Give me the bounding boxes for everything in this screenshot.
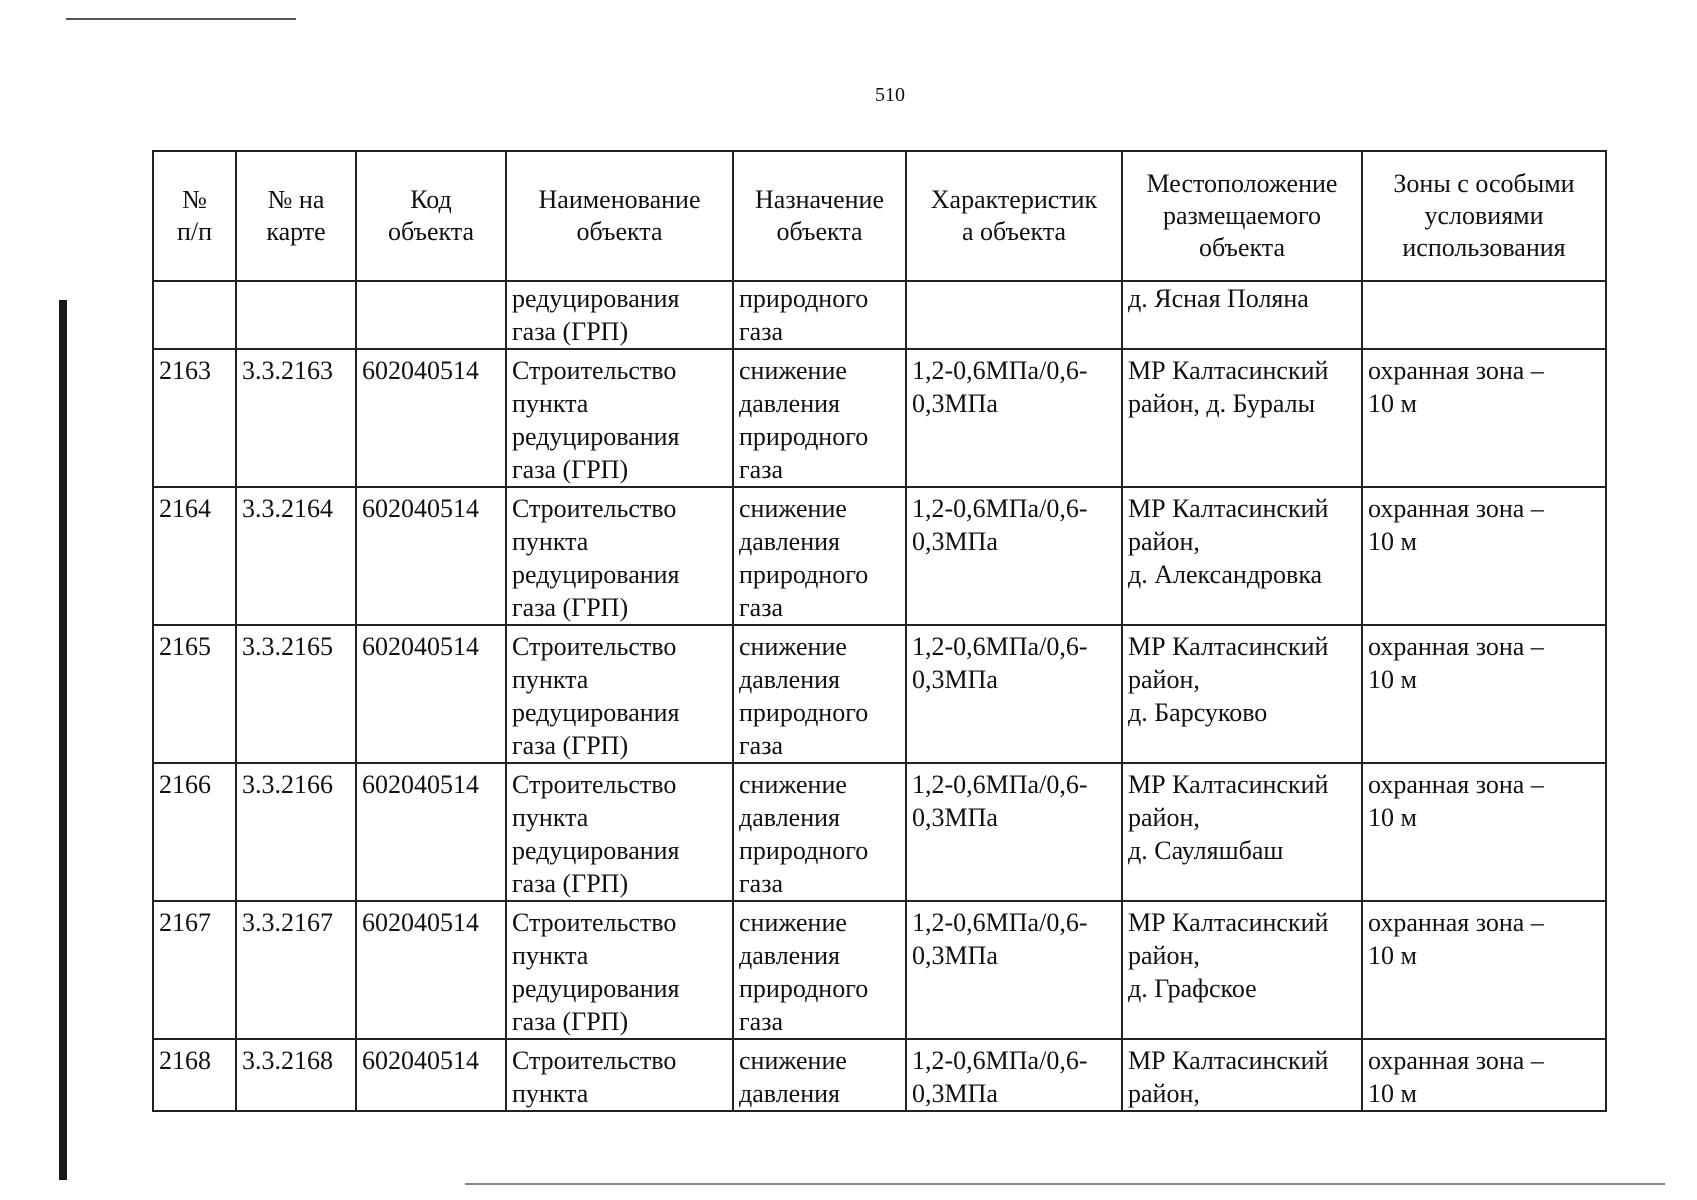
table-row — [153, 625, 1606, 763]
cell-number: 2167 — [153, 901, 236, 1039]
cell-object-code: 602040514 — [356, 901, 506, 1039]
header-cell-object-purpose: Назначение объекта — [733, 151, 906, 281]
cell-number — [153, 281, 236, 349]
cell-object-code — [356, 281, 506, 349]
table-row — [153, 1039, 1606, 1111]
cell-object-purpose: снижение давления природного газа — [733, 487, 906, 625]
cell-object-characteristic: 1,2-0,6МПа/0,6- 0,3МПа — [906, 349, 1122, 487]
cell-number: 2165 — [153, 625, 236, 763]
cell-object-code: 602040514 — [356, 625, 506, 763]
header-cell-object-location: Местоположение размещаемого объекта — [1122, 151, 1362, 281]
cell-object-purpose: снижение давления природного газа — [733, 349, 906, 487]
cell-map-number — [236, 281, 356, 349]
table-header — [153, 151, 1606, 281]
cell-map-number: 3.3.2165 — [236, 625, 356, 763]
cell-special-zones: охранная зона – 10 м — [1362, 625, 1606, 763]
header-cell-number: № п/п — [153, 151, 236, 281]
header-cell-object-code: Код объекта — [356, 151, 506, 281]
cell-object-purpose: снижение давления природного газа — [733, 625, 906, 763]
cell-number: 2168 — [153, 1039, 236, 1111]
cell-object-location: МР Калтасинский район, д. Сауляшбаш — [1122, 763, 1362, 901]
table-row-continuation — [153, 281, 1606, 349]
top-divider-line — [66, 18, 296, 20]
cell-object-purpose: снижение давления природного газа — [733, 763, 906, 901]
cell-object-characteristic — [906, 281, 1122, 349]
cell-map-number: 3.3.2168 — [236, 1039, 356, 1111]
cell-object-location: МР Калтасинский район, — [1122, 1039, 1362, 1111]
cell-object-code: 602040514 — [356, 487, 506, 625]
cell-map-number: 3.3.2166 — [236, 763, 356, 901]
cell-object-purpose: снижение давления — [733, 1039, 906, 1111]
cell-object-code: 602040514 — [356, 1039, 506, 1111]
cell-object-code: 602040514 — [356, 763, 506, 901]
cell-object-characteristic: 1,2-0,6МПа/0,6- 0,3МПа — [906, 625, 1122, 763]
cell-map-number: 3.3.2164 — [236, 487, 356, 625]
page-number: 510 — [875, 84, 905, 106]
cell-object-name: Строительство пункта редуцирования газа (ГРП) — [506, 625, 733, 763]
cell-object-code: 602040514 — [356, 349, 506, 487]
cell-special-zones: охранная зона – 10 м — [1362, 349, 1606, 487]
header-cell-special-zones: Зоны с особыми условиями использования — [1362, 151, 1606, 281]
header-cell-map-number: № на карте — [236, 151, 356, 281]
cell-object-characteristic: 1,2-0,6МПа/0,6- 0,3МПа — [906, 1039, 1122, 1111]
cell-object-name: Строительство пункта редуцирования газа (ГРП) — [506, 901, 733, 1039]
header-cell-object-characteristic: Характеристик а объекта — [906, 151, 1122, 281]
cell-number: 2166 — [153, 763, 236, 901]
cell-object-location: МР Калтасинский район, д. Буралы — [1122, 349, 1362, 487]
cell-object-name: Строительство пункта редуцирования газа (ГРП) — [506, 763, 733, 901]
cell-object-location: д. Ясная Поляна — [1122, 281, 1362, 349]
table-row — [153, 487, 1606, 625]
cell-object-purpose: природного газа — [733, 281, 906, 349]
cell-number: 2164 — [153, 487, 236, 625]
header-cell-object-name: Наименование объекта — [506, 151, 733, 281]
cell-object-characteristic: 1,2-0,6МПа/0,6- 0,3МПа — [906, 901, 1122, 1039]
table-row — [153, 901, 1606, 1039]
bottom-divider-line — [465, 1183, 1665, 1185]
table-body — [153, 281, 1606, 1111]
cell-object-name: Строительство пункта — [506, 1039, 733, 1111]
table-row — [153, 763, 1606, 901]
cell-special-zones: охранная зона – 10 м — [1362, 763, 1606, 901]
cell-special-zones: охранная зона – 10 м — [1362, 487, 1606, 625]
cell-object-name: Строительство пункта редуцирования газа (ГРП) — [506, 487, 733, 625]
scan-binding-edge — [59, 300, 67, 1180]
cell-special-zones: охранная зона – 10 м — [1362, 901, 1606, 1039]
cell-object-name: редуцирования газа (ГРП) — [506, 281, 733, 349]
cell-object-location: МР Калтасинский район, д. Барсуково — [1122, 625, 1362, 763]
cell-object-purpose: снижение давления природного газа — [733, 901, 906, 1039]
cell-object-name: Строительство пункта редуцирования газа (ГРП) — [506, 349, 733, 487]
cell-special-zones: охранная зона – 10 м — [1362, 1039, 1606, 1111]
cell-object-location: МР Калтасинский район, д. Графское — [1122, 901, 1362, 1039]
table-row — [153, 349, 1606, 487]
cell-object-location: МР Калтасинский район, д. Александровка — [1122, 487, 1362, 625]
header-row — [153, 151, 1606, 281]
cell-map-number: 3.3.2167 — [236, 901, 356, 1039]
cell-number: 2163 — [153, 349, 236, 487]
cell-object-characteristic: 1,2-0,6МПа/0,6- 0,3МПа — [906, 763, 1122, 901]
objects-table — [152, 150, 1607, 1112]
cell-special-zones — [1362, 281, 1606, 349]
cell-object-characteristic: 1,2-0,6МПа/0,6- 0,3МПа — [906, 487, 1122, 625]
cell-map-number: 3.3.2163 — [236, 349, 356, 487]
